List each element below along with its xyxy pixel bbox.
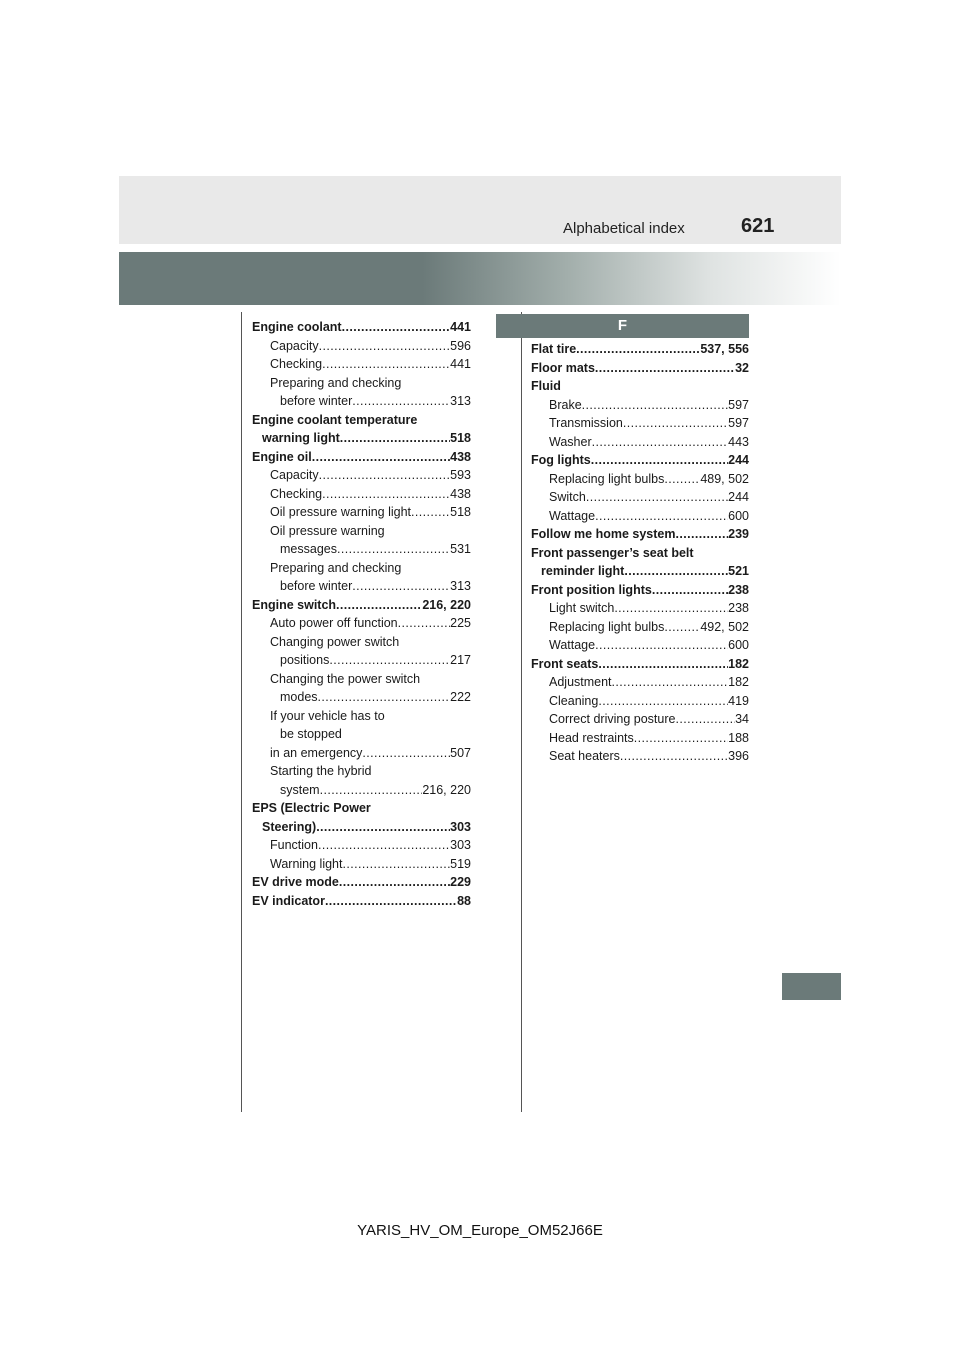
- index-entry: [531, 414, 749, 433]
- index-entry: [252, 892, 471, 911]
- index-entry-label: Correct driving posture: [549, 712, 676, 726]
- index-entry: [252, 374, 471, 393]
- index-entry-label: Changing power switch: [270, 634, 400, 649]
- index-entry: [531, 470, 749, 489]
- dot-leader: [322, 485, 450, 504]
- dot-leader: [595, 507, 728, 526]
- dot-leader: [352, 392, 450, 411]
- dot-leader: [318, 836, 450, 855]
- index-entry-label: Function: [270, 838, 318, 852]
- index-entry: [252, 559, 471, 578]
- dot-leader: [337, 540, 450, 559]
- dot-leader: [340, 429, 450, 448]
- index-entry-page: 182: [728, 675, 749, 689]
- thumb-index-tab: [782, 973, 841, 1000]
- dot-leader: [664, 470, 700, 489]
- index-entry-label: Checking: [270, 357, 323, 371]
- index-entry-label: Wattage: [549, 508, 596, 523]
- index-entry-page: 438: [450, 486, 471, 501]
- index-entry-page: 188: [728, 730, 749, 745]
- index-entry: [531, 488, 749, 507]
- dot-leader: [595, 359, 735, 378]
- index-entry-label: Switch: [549, 490, 586, 504]
- index-entry-page: 443: [728, 434, 749, 449]
- index-entry-page: 593: [450, 468, 471, 482]
- index-entry-label: Auto power off function: [270, 616, 398, 630]
- index-entry: [531, 655, 749, 674]
- index-entry: [252, 596, 471, 615]
- page-number: 621: [741, 215, 775, 237]
- index-entry-label: Floor mats: [531, 360, 595, 375]
- index-entry: [252, 466, 471, 485]
- index-entry: [531, 507, 749, 526]
- index-entry-label: Front position lights: [531, 582, 652, 597]
- index-entry-page: 441: [450, 357, 471, 371]
- index-entry: [252, 781, 471, 800]
- index-entry-label: Engine switch: [252, 597, 337, 612]
- index-entry-page: 238: [728, 601, 749, 615]
- index-entry: [531, 599, 749, 618]
- dot-leader: [352, 577, 450, 596]
- index-entry: [531, 544, 749, 563]
- index-entry: [531, 359, 749, 378]
- dot-leader: [582, 396, 728, 415]
- index-entry: [252, 522, 471, 541]
- index-entry-label: before winter: [280, 394, 353, 408]
- index-entry-page: 507: [450, 745, 471, 760]
- index-entry: [252, 411, 471, 430]
- dot-leader: [623, 414, 728, 433]
- index-entry-label: Engine oil: [252, 449, 312, 464]
- index-entry: [531, 692, 749, 711]
- dot-leader: [339, 873, 450, 892]
- index-entry-label: Checking: [270, 486, 323, 501]
- index-entry-page: 438: [450, 449, 471, 464]
- dot-leader: [634, 729, 728, 748]
- index-entry: [252, 707, 471, 726]
- index-entry-page: 597: [728, 416, 749, 430]
- index-entry: [531, 562, 749, 581]
- right-index-column: [531, 340, 749, 766]
- dot-leader: [329, 651, 450, 670]
- dot-leader: [318, 688, 451, 707]
- dot-leader: [664, 618, 700, 637]
- index-entry: [531, 747, 749, 766]
- header-gradient-bar: [119, 252, 841, 305]
- index-entry-page: 313: [450, 579, 471, 593]
- index-entry-page: 217: [450, 653, 471, 667]
- index-entry-label: Head restraints: [549, 730, 634, 745]
- index-entry-label: Light switch: [549, 601, 615, 615]
- index-entry-label: EV drive mode: [252, 875, 339, 889]
- index-entry-page: 244: [728, 490, 749, 504]
- dot-leader: [598, 655, 728, 674]
- index-entry: [252, 485, 471, 504]
- index-entry: [252, 799, 471, 818]
- index-entry: [252, 448, 471, 467]
- index-entry-label: Engine coolant: [252, 320, 342, 334]
- header-band: [119, 176, 841, 244]
- index-entry: [252, 614, 471, 633]
- index-entry-label: Transmission: [549, 416, 623, 430]
- index-entry-label: Engine coolant temperature: [252, 412, 418, 427]
- dot-leader: [595, 636, 728, 655]
- index-entry-page: 537, 556: [700, 342, 749, 356]
- dot-leader: [624, 562, 728, 581]
- dot-leader: [576, 340, 700, 359]
- index-entry-page: 239: [728, 527, 749, 541]
- index-entry-label: EV indicator: [252, 893, 325, 908]
- index-entry-page: 521: [728, 564, 749, 578]
- index-entry-label: Oil pressure warning: [270, 523, 385, 538]
- index-entry-page: 489, 502: [700, 471, 749, 486]
- dot-leader: [319, 337, 451, 356]
- index-entry: [531, 340, 749, 359]
- index-entry-label: Cleaning: [549, 693, 599, 708]
- index-entry-page: 88: [457, 893, 471, 908]
- index-entry-page: 238: [728, 582, 749, 597]
- index-entry: [531, 673, 749, 692]
- index-entry: [252, 392, 471, 411]
- dot-leader: [411, 503, 450, 522]
- dot-leader: [398, 614, 451, 633]
- index-entry-label: Fog lights: [531, 453, 591, 467]
- index-entry-page: 182: [728, 656, 749, 671]
- index-entry: [531, 396, 749, 415]
- index-entry-label: messages: [280, 542, 337, 556]
- section-title: Alphabetical index: [563, 220, 685, 237]
- index-entry-label: Preparing and checking: [270, 375, 402, 390]
- index-entry-page: 34: [735, 712, 749, 726]
- dot-leader: [320, 781, 423, 800]
- index-entry: [252, 855, 471, 874]
- index-entry: [252, 873, 471, 892]
- index-entry-page: 597: [728, 397, 749, 412]
- right-column-rule: [521, 312, 522, 1112]
- index-entry-label: If your vehicle has to: [270, 708, 385, 723]
- dot-leader: [362, 744, 450, 763]
- dot-leader: [591, 451, 728, 470]
- dot-leader: [342, 318, 451, 337]
- index-entry-label: Washer: [549, 434, 592, 449]
- dot-leader: [652, 581, 728, 600]
- index-entry-page: 441: [450, 320, 471, 334]
- index-entry-label: Wattage: [549, 638, 596, 652]
- index-entry-page: 396: [728, 749, 749, 763]
- index-entry: [252, 670, 471, 689]
- index-entry-page: 216, 220: [422, 597, 471, 612]
- dot-leader: [675, 525, 728, 544]
- index-entry: [531, 636, 749, 655]
- dot-leader: [343, 855, 451, 874]
- dot-leader: [675, 710, 735, 729]
- index-entry-page: 32: [735, 360, 749, 375]
- index-entry-label: Warning light: [270, 856, 343, 871]
- index-entry-label: Seat heaters: [549, 749, 620, 763]
- index-entry-label: in an emergency: [270, 745, 363, 760]
- index-entry-page: 229: [450, 875, 471, 889]
- dot-leader: [592, 433, 729, 452]
- index-entry-page: 492, 502: [700, 619, 749, 634]
- index-entry-page: 419: [728, 693, 749, 708]
- left-index-column: [252, 318, 471, 910]
- left-column-rule: [241, 312, 242, 1112]
- index-entry-label: before winter: [280, 579, 353, 593]
- index-entry-page: 531: [450, 542, 471, 556]
- dot-leader: [316, 818, 450, 837]
- index-entry-label: system: [280, 782, 320, 797]
- index-entry-page: 222: [450, 690, 471, 704]
- index-entry: [252, 577, 471, 596]
- document-code: YARIS_HV_OM_Europe_OM52J66E: [357, 1222, 603, 1239]
- index-entry: [252, 503, 471, 522]
- dot-leader: [586, 488, 728, 507]
- index-entry-page: 600: [728, 508, 749, 523]
- dot-leader: [322, 355, 450, 374]
- dot-leader: [336, 596, 422, 615]
- index-entry: [531, 525, 749, 544]
- index-entry-page: 303: [450, 838, 471, 852]
- index-entry: [531, 581, 749, 600]
- section-letter-bar: F: [496, 314, 749, 338]
- index-entry-page: 216, 220: [422, 782, 471, 797]
- dot-leader: [598, 692, 728, 711]
- index-entry: [252, 818, 471, 837]
- index-entry: [531, 377, 749, 396]
- index-entry: [252, 762, 471, 781]
- index-entry-label: Preparing and checking: [270, 560, 402, 575]
- index-entry: [252, 725, 471, 744]
- index-entry-page: 600: [728, 638, 749, 652]
- index-entry-label: positions: [280, 653, 330, 667]
- index-entry-label: Changing the power switch: [270, 671, 421, 686]
- index-entry-label: Front passenger’s seat belt: [531, 545, 694, 560]
- index-entry-label: Adjustment: [549, 675, 612, 689]
- index-entry-label: Replacing light bulbs: [549, 619, 665, 634]
- index-entry-page: 519: [450, 856, 471, 871]
- index-entry-label: Capacity: [270, 468, 319, 482]
- index-entry-label: modes: [280, 690, 318, 704]
- index-entry: [252, 429, 471, 448]
- index-entry: [252, 337, 471, 356]
- index-entry: [252, 651, 471, 670]
- index-entry-page: 313: [450, 394, 471, 408]
- index-entry-label: Brake: [549, 397, 582, 412]
- index-entry-label: Front seats: [531, 656, 599, 671]
- index-entry-label: Fluid: [531, 379, 561, 393]
- dot-leader: [612, 673, 729, 692]
- index-entry-label: Flat tire: [531, 342, 577, 356]
- index-entry-label: warning light: [262, 431, 340, 445]
- index-entry-label: Oil pressure warning light: [270, 505, 412, 519]
- index-entry-page: 225: [450, 616, 471, 630]
- index-entry: [252, 688, 471, 707]
- index-entry-label: be stopped: [280, 727, 342, 741]
- index-entry-label: Steering): [262, 819, 317, 834]
- index-entry: [252, 355, 471, 374]
- dot-leader: [620, 747, 728, 766]
- index-entry-label: Starting the hybrid: [270, 764, 372, 778]
- index-entry-page: 244: [728, 453, 749, 467]
- index-entry-page: 303: [450, 819, 471, 834]
- index-entry-label: EPS (Electric Power: [252, 801, 371, 815]
- index-entry: [531, 618, 749, 637]
- index-entry: [252, 540, 471, 559]
- index-entry: [252, 836, 471, 855]
- index-entry-label: reminder light: [541, 564, 625, 578]
- index-entry-page: 518: [450, 505, 471, 519]
- index-entry-page: 596: [450, 338, 471, 353]
- index-entry-label: Replacing light bulbs: [549, 471, 665, 486]
- index-entry: [531, 729, 749, 748]
- index-entry-page: 518: [450, 431, 471, 445]
- dot-leader: [325, 892, 457, 911]
- index-entry: [252, 633, 471, 652]
- dot-leader: [312, 448, 450, 467]
- index-entry-label: Follow me home system: [531, 527, 676, 541]
- index-entry: [531, 433, 749, 452]
- index-entry: [252, 318, 471, 337]
- dot-leader: [614, 599, 728, 618]
- index-entry: [531, 710, 749, 729]
- dot-leader: [319, 466, 451, 485]
- index-entry: [252, 744, 471, 763]
- index-entry: [531, 451, 749, 470]
- index-entry-label: Capacity: [270, 338, 319, 353]
